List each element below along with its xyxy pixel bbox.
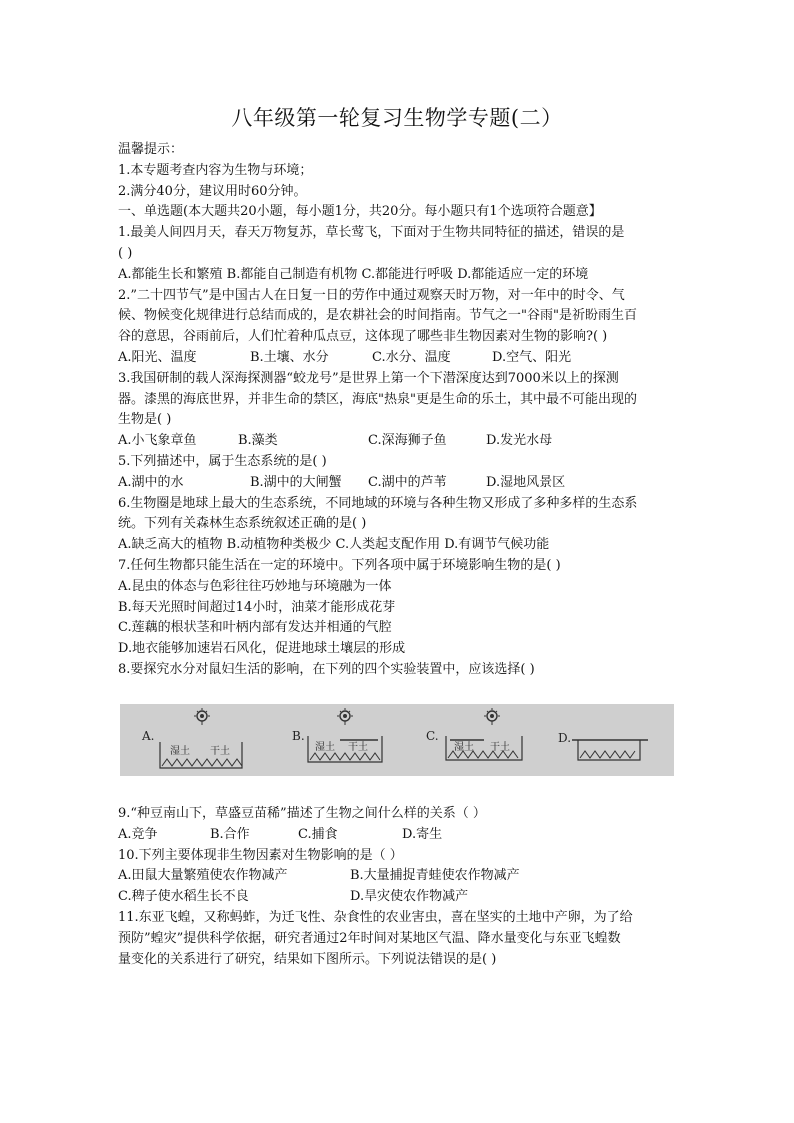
- fig-b-wet: 湿土: [315, 742, 335, 753]
- tips-line-1: 1.本专题考查内容为生物与环境；: [118, 162, 313, 178]
- q2-stem-cont-2: 谷的意思，谷雨前后，人们忙着种瓜点豆，这体现了哪些非生物因素对生物的影响?( ): [118, 329, 608, 345]
- soil-b: [310, 753, 380, 760]
- q3-stem: 3.我国研制的载人深海探测器“蛟龙号”是世界上第一个下潜深度达到7000米以上的探测: [118, 370, 619, 386]
- q5-stem: 5.下列描述中，属于生态系统的是( ): [118, 453, 327, 469]
- page-title: 八年级第一轮复习生物学专题(二）: [231, 106, 563, 130]
- q2-stem-cont: 候、物候变化规律进行总结而成的，是农耕社会的时间指南。节气之一"谷雨"是祈盼雨生百: [118, 308, 637, 324]
- q2-option-b: B.土壤、水分: [250, 349, 329, 365]
- q10-option-b: B.大量捕捉青蛙使农作物减产: [350, 868, 520, 884]
- fig-label-c: C.: [426, 729, 439, 743]
- q5-option-c: C.湖中的芦苇: [368, 474, 447, 490]
- fig-label-a: A.: [142, 729, 155, 743]
- q10-option-c: C.稗子使水稻生长不良: [118, 889, 249, 905]
- q6-stem-cont: 统。下列有关森林生态系统叙述正确的是( ): [118, 516, 367, 532]
- q3-option-d: D.发光水母: [486, 433, 553, 449]
- q9-option-c: C.捕食: [298, 826, 338, 842]
- q3-options: [118, 431, 678, 452]
- fig-b-dry: 干土: [348, 742, 368, 753]
- q11-stem: 11.东亚飞蝗，又称蚂蚱，为迁飞性、杂食性的农业害虫，喜在坚实的土地中产卵，为了给: [118, 909, 633, 925]
- q8-stem: 8.要探究水分对鼠妇生活的影响，在下列的四个实验装置中，应该选择( ): [118, 661, 535, 677]
- q2-option-c: C.水分、温度: [372, 349, 451, 365]
- q3-stem-cont: 器。漆黑的海底世界，并非生命的禁区，海底"热泉"更是生命的乐土，其中最不可能出现的: [118, 391, 637, 407]
- q9-option-d: D.寄生: [402, 826, 443, 842]
- q5-option-b: B.湖中的大闸蟹: [250, 474, 342, 490]
- q10-option-a: A.田鼠大量繁殖使农作物减产: [118, 868, 288, 884]
- lamp-icon: [337, 708, 353, 725]
- q10-stem: 10.下列主要体现非生物因素对生物影响的是（ ）: [118, 847, 403, 863]
- lamp-icon: [484, 708, 500, 725]
- q9-option-b: B.合作: [210, 826, 250, 842]
- q8-experiment-figure: [120, 704, 674, 776]
- q9-option-a: A.竞争: [118, 826, 158, 842]
- fig-label-d: D.: [558, 731, 572, 745]
- q1-options: A.都能生长和繁殖 B.都能自己制造有机物 C.都能进行呼吸 D.都能适应一定的环境: [118, 266, 589, 282]
- q2-option-d: D.空气、阳光: [492, 349, 572, 365]
- fig-c-wet: 湿土: [454, 742, 474, 753]
- q7-option-a: A.昆虫的体态与色彩往往巧妙地与环境融为一体: [118, 578, 392, 594]
- question-block-2: [118, 804, 678, 970]
- q8-experiment-svg: [120, 704, 674, 776]
- q6-options: A.缺乏高大的植物 B.动植物种类极少 C.人类起支配作用 D.有调节气候功能: [118, 537, 550, 553]
- q3-stem-cont-2: 生物是( ): [118, 412, 172, 428]
- q10-options-row-1: [118, 866, 678, 887]
- q11-stem-cont: 预防”蝗灾”提供科学依据，研究者通过2年时间对某地区气温、降水量变化与东亚飞蝗数: [118, 930, 621, 946]
- q1-stem: 1.最美人间四月天，春天万物复苏，草长莺飞，下面对于生物共同特征的描述，错误的是: [118, 225, 625, 241]
- section-heading: 一、单选题(本大题共20小题，每小题1分，共20分。每小题只有1个选项符合题意】: [118, 204, 602, 220]
- soil-a: [162, 759, 242, 766]
- question-block-1: [118, 140, 678, 681]
- q7-option-d: D.地衣能够加速岩石风化，促进地球土壤层的形成: [118, 641, 406, 657]
- q5-option-a: A.湖中的水: [118, 474, 184, 490]
- q1-stem-cont: ( ): [118, 245, 133, 261]
- fig-c-dry: 干土: [490, 742, 510, 753]
- fig-a-wet: 湿土: [170, 746, 190, 757]
- fig-label-b: B.: [292, 729, 305, 743]
- q5-options: [118, 473, 678, 494]
- soil-d: [580, 751, 635, 758]
- q10-options-row-2: [118, 887, 678, 908]
- q11-stem-cont-2: 量变化的关系进行了研究，结果如下图所示。下列说法错误的是( ): [118, 951, 497, 967]
- q5-option-d: D.湿地风景区: [486, 474, 566, 490]
- q2-stem: 2.”二十四节气”是中国古人在日复一日的劳作中通过观察天时万物，对一年中的时令、气: [118, 287, 625, 303]
- q6-stem: 6.生物圈是地球上最大的生态系统，不同地域的环境与各种生物又形成了多种多样的生态系: [118, 495, 638, 511]
- tips-heading: 温馨提示：: [118, 142, 184, 157]
- q7-option-c: C.莲藕的根状茎和叶柄内部有发达并相通的气腔: [118, 620, 392, 636]
- lamp-icon: [194, 708, 210, 725]
- q9-options: [118, 825, 678, 846]
- q3-option-c: C.深海狮子鱼: [368, 433, 447, 449]
- q10-option-d: D.旱灾使农作物减产: [350, 889, 469, 905]
- q7-stem: 7.任何生物都只能生活在一定的环境中。下列各项中属于环境影响生物的是( ): [118, 557, 561, 573]
- q3-option-a: A.小飞象章鱼: [118, 433, 197, 449]
- q2-option-a: A.阳光、温度: [118, 349, 197, 365]
- q2-options: [118, 348, 678, 369]
- q7-option-b: B.每天光照时间超过14小时，油菜才能形成花芽: [118, 599, 396, 615]
- q9-stem: 9.“种豆南山下，草盛豆苗稀”描述了生物之间什么样的关系（ ）: [118, 806, 486, 821]
- tips-line-2: 2.满分40分，建议用时60分钟。: [118, 183, 307, 199]
- fig-a-dry: 干土: [210, 746, 230, 757]
- q3-option-b: B.藻类: [238, 433, 278, 449]
